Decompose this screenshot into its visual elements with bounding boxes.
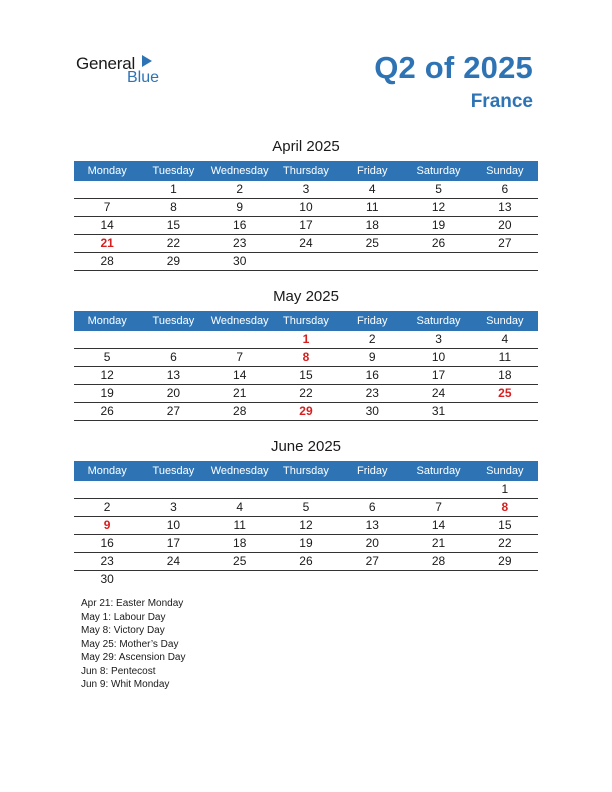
weekday-label: Thursday [283, 315, 329, 327]
date-cell: 22 [166, 236, 181, 250]
date-cell: 7 [103, 200, 111, 214]
logo-triangle-icon [142, 55, 152, 67]
date-cell: 24 [299, 236, 313, 250]
date-cell: 24 [431, 386, 446, 400]
date-cell: 26 [100, 404, 114, 418]
date-cell: 3 [170, 500, 177, 514]
date-cell: 6 [170, 350, 177, 364]
date-cell: 18 [498, 368, 512, 382]
date-cell: 23 [100, 554, 114, 568]
weekday-label: Monday [87, 465, 127, 477]
date-cell: 17 [166, 536, 181, 550]
date-cell: 30 [233, 254, 247, 268]
empty-date-cell [74, 331, 140, 348]
weekday-label: Saturday [416, 465, 461, 477]
date-cell: 27 [498, 236, 512, 250]
date-cell: 28 [431, 554, 446, 568]
date-cell: 4 [236, 500, 244, 514]
date-cell: 25 [233, 554, 247, 568]
date-cell: 16 [233, 218, 247, 232]
weekday-label: Tuesday [152, 165, 195, 177]
date-cell: 10 [166, 518, 181, 532]
weekday-label: Wednesday [210, 165, 269, 177]
empty-date-cell [140, 481, 206, 498]
date-cell: 17 [299, 218, 313, 232]
date-cell: 20 [498, 218, 512, 232]
weekday-label: Monday [87, 165, 127, 177]
holiday-list-item: Jun 8: Pentecost [81, 665, 156, 677]
holiday-list-item: May 1: Labour Day [81, 611, 166, 623]
date-cell: 15 [299, 368, 313, 382]
week-row [74, 517, 538, 535]
date-cell: 19 [299, 536, 313, 550]
empty-date-cell [74, 181, 140, 198]
date-cell: 28 [233, 404, 247, 418]
date-cell: 1 [170, 182, 177, 196]
date-cell: 7 [236, 350, 244, 364]
date-cell: 29 [166, 254, 181, 268]
weekday-label: Friday [356, 165, 388, 177]
generalblue-logo [76, 52, 176, 88]
date-cell: 14 [233, 368, 247, 382]
week-row [74, 535, 538, 553]
date-cell: 31 [431, 404, 446, 418]
date-cell: 18 [233, 536, 247, 550]
date-cell: 15 [166, 218, 181, 232]
date-cell: 24 [166, 554, 181, 568]
date-cell: 13 [166, 368, 181, 382]
empty-date-cell [74, 481, 140, 498]
empty-date-cell [405, 253, 471, 270]
holiday-date-cell: 9 [103, 518, 111, 532]
date-cell: 12 [299, 518, 313, 532]
weekday-label: Tuesday [152, 465, 195, 477]
date-cell: 1 [501, 482, 509, 496]
weekday-label: Saturday [416, 315, 461, 327]
date-cell: 17 [431, 368, 446, 382]
holiday-date-cell: 1 [302, 332, 310, 346]
holiday-date-cell: 8 [501, 500, 509, 514]
date-cell: 7 [435, 500, 442, 514]
empty-date-cell [339, 481, 405, 498]
weekday-label: Monday [87, 315, 127, 327]
empty-date-cell [207, 331, 273, 348]
weekday-label: Friday [356, 465, 388, 477]
empty-date-cell [472, 571, 538, 588]
date-cell: 3 [302, 182, 310, 196]
weekday-label: Tuesday [152, 315, 195, 327]
holiday-list [81, 597, 186, 692]
holiday-date-cell: 21 [100, 236, 114, 250]
weekday-label: Sunday [486, 465, 524, 477]
week-row [74, 217, 538, 235]
empty-date-cell [207, 571, 273, 588]
empty-date-cell [207, 481, 273, 498]
week-row [74, 181, 538, 199]
week-row [74, 385, 538, 403]
date-cell: 11 [233, 518, 246, 532]
country-name: France [470, 91, 533, 112]
date-cell: 16 [100, 536, 114, 550]
holiday-list-item: May 29: Ascension Day [81, 652, 186, 663]
date-cell: 30 [100, 572, 114, 586]
date-cell: 23 [365, 386, 379, 400]
weekday-label: Wednesday [210, 315, 269, 327]
logo-general-text: General [76, 54, 136, 73]
date-cell: 9 [368, 350, 376, 364]
date-cell: 27 [365, 554, 379, 568]
weekday-header [74, 161, 538, 181]
week-row [74, 331, 538, 349]
empty-date-cell [339, 571, 405, 588]
empty-date-cell [472, 253, 538, 270]
date-cell: 20 [365, 536, 379, 550]
week-row [74, 571, 538, 588]
date-cell: 25 [365, 236, 379, 250]
date-cell: 5 [302, 500, 310, 514]
empty-date-cell [339, 253, 405, 270]
holiday-date-cell: 25 [498, 386, 512, 400]
holiday-date-cell: 29 [299, 404, 313, 418]
date-cell: 22 [299, 386, 313, 400]
date-cell: 15 [498, 518, 512, 532]
weekday-label: Sunday [486, 315, 524, 327]
date-cell: 29 [498, 554, 512, 568]
date-cell: 11 [366, 200, 379, 214]
date-cell: 4 [368, 182, 376, 196]
weekday-label: Thursday [283, 165, 329, 177]
month-calendar-may [74, 286, 538, 421]
date-cell: 2 [368, 332, 376, 346]
date-cell: 3 [435, 332, 442, 346]
date-cell: 13 [498, 200, 512, 214]
empty-date-cell [140, 331, 206, 348]
date-cell: 6 [501, 182, 509, 196]
empty-date-cell [273, 571, 339, 588]
date-cell: 28 [100, 254, 114, 268]
weekday-label: Wednesday [210, 465, 269, 477]
holiday-date-cell: 8 [302, 350, 310, 364]
date-cell: 2 [103, 500, 111, 514]
date-cell: 14 [431, 518, 446, 532]
date-cell: 8 [170, 200, 177, 214]
date-cell: 20 [166, 386, 181, 400]
weekday-label: Sunday [486, 165, 524, 177]
empty-date-cell [472, 403, 538, 420]
week-row [74, 553, 538, 571]
date-cell: 30 [365, 404, 379, 418]
month-title: June 2025 [270, 438, 342, 455]
date-cell: 19 [100, 386, 114, 400]
date-cell: 16 [365, 368, 379, 382]
holiday-list-item: May 8: Victory Day [81, 625, 165, 636]
date-cell: 23 [233, 236, 247, 250]
date-cell: 5 [103, 350, 111, 364]
holiday-list-item: May 25: Mother’s Day [81, 638, 179, 650]
week-row [74, 403, 538, 421]
date-cell: 19 [431, 218, 446, 232]
date-cell: 21 [233, 386, 247, 400]
date-cell: 26 [299, 554, 313, 568]
week-row [74, 499, 538, 517]
holiday-list-item: Jun 9: Whit Monday [81, 679, 170, 690]
month-calendar-june [74, 436, 538, 588]
week-row [74, 253, 538, 271]
empty-date-cell [273, 253, 339, 270]
weekday-label: Thursday [283, 465, 329, 477]
date-cell: 2 [236, 182, 244, 196]
date-cell: 26 [431, 236, 446, 250]
date-cell: 14 [100, 218, 114, 232]
month-title: May 2025 [273, 288, 339, 305]
date-cell: 13 [365, 518, 379, 532]
month-calendar-april [74, 136, 538, 271]
date-cell: 10 [431, 350, 446, 364]
week-row [74, 349, 538, 367]
date-cell: 5 [435, 182, 442, 196]
weekday-label: Friday [356, 315, 388, 327]
week-row [74, 199, 538, 217]
weekday-header [74, 311, 538, 331]
page-title: Q2 of 2025 [374, 50, 533, 85]
date-cell: 9 [236, 200, 244, 214]
weekday-header [74, 461, 538, 481]
holiday-list-item: Apr 21: Easter Monday [81, 598, 184, 609]
date-cell: 27 [166, 404, 181, 418]
date-cell: 12 [100, 368, 114, 382]
date-cell: 11 [498, 350, 512, 364]
month-title: April 2025 [272, 138, 340, 155]
empty-date-cell [405, 571, 471, 588]
empty-date-cell [140, 571, 206, 588]
date-cell: 4 [501, 332, 509, 346]
empty-date-cell [273, 481, 339, 498]
weekday-label: Saturday [416, 165, 461, 177]
empty-date-cell [405, 481, 471, 498]
week-row [74, 367, 538, 385]
date-cell: 22 [498, 536, 512, 550]
date-cell: 6 [368, 500, 376, 514]
date-cell: 21 [431, 536, 446, 550]
date-cell: 10 [299, 200, 313, 214]
date-cell: 18 [365, 218, 379, 232]
date-cell: 12 [431, 200, 446, 214]
week-row [74, 481, 538, 499]
week-row [74, 235, 538, 253]
logo-blue-text: Blue [127, 69, 160, 86]
